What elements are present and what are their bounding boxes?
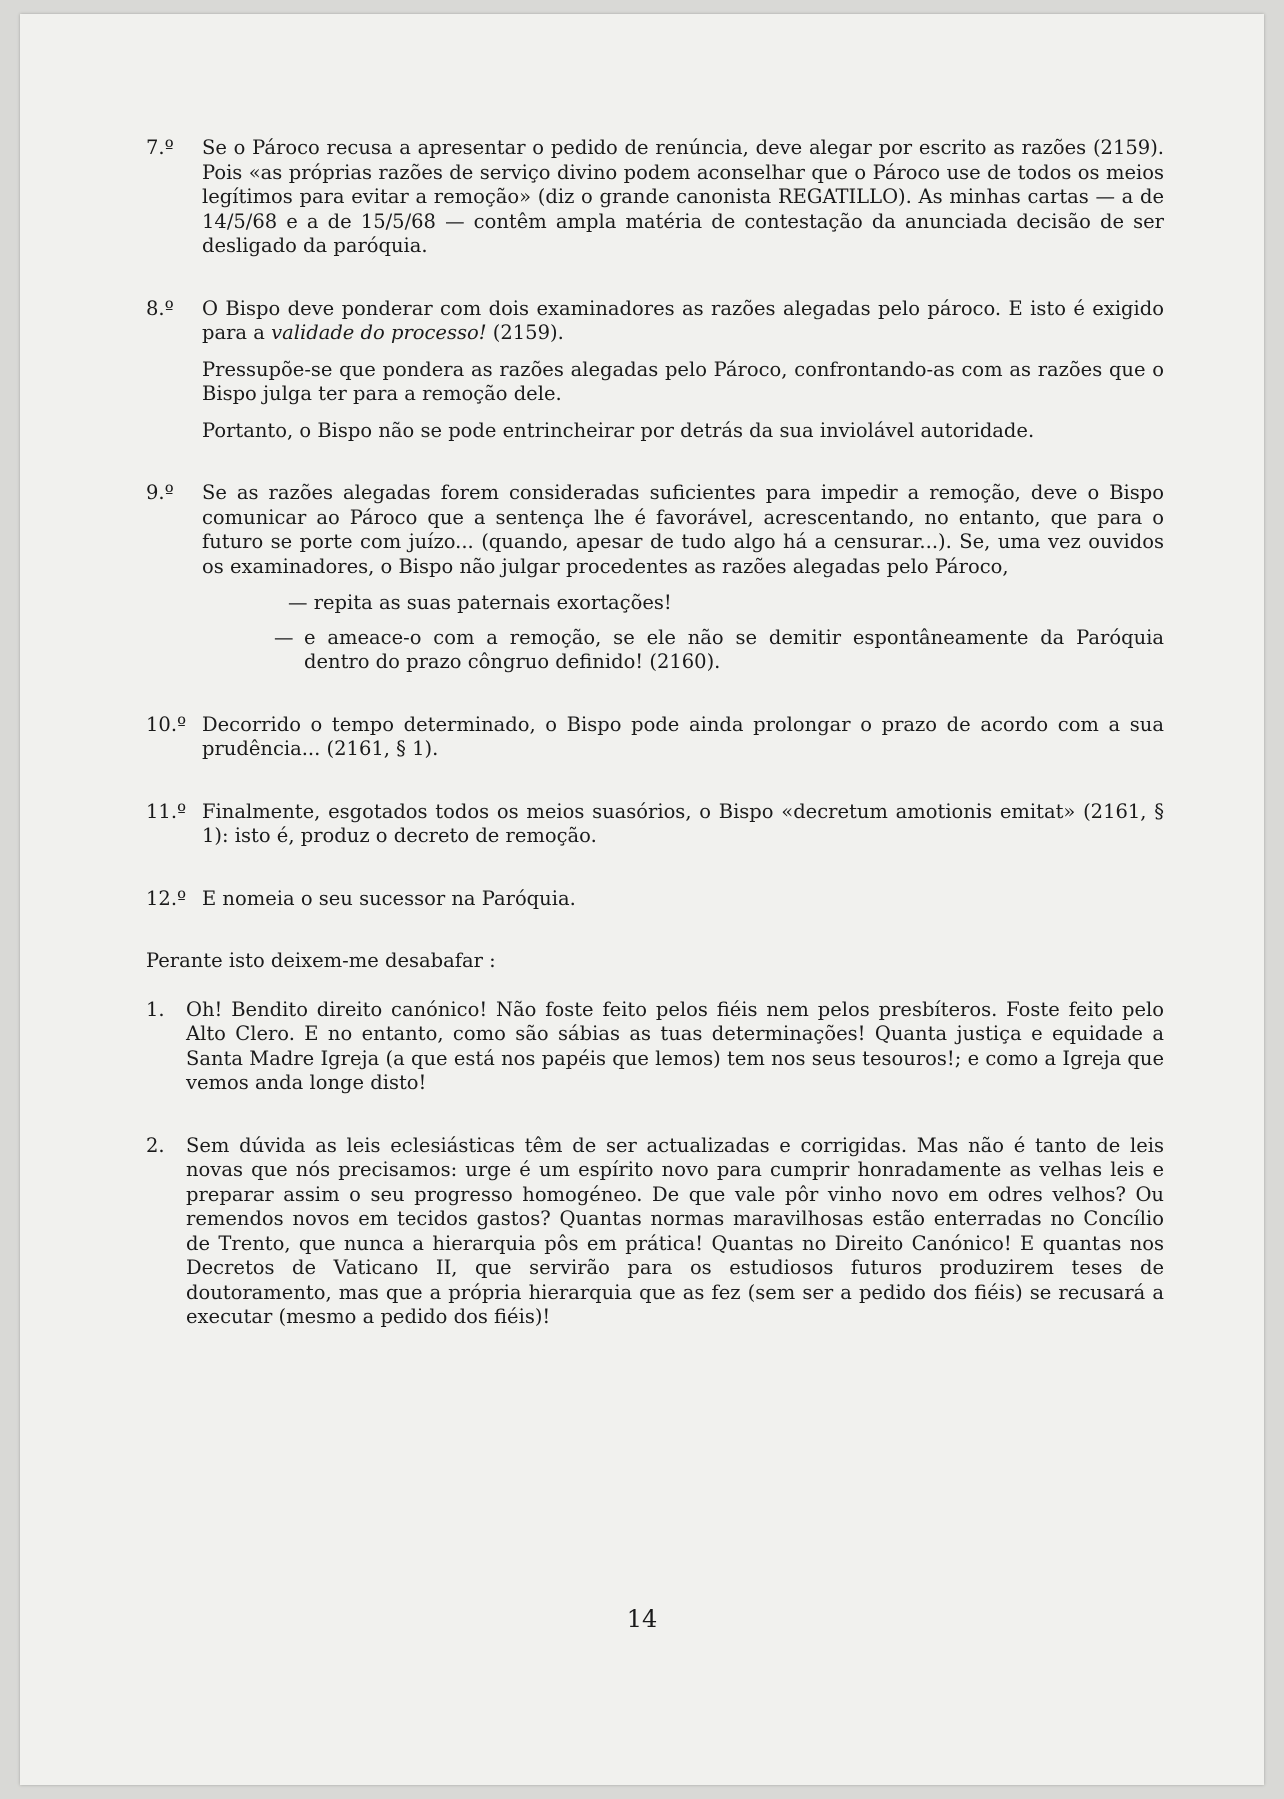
- emphasis: validade do processo!: [271, 321, 487, 344]
- item-7: [146, 136, 1164, 259]
- dash-text: e ameace-o com a remoção, se ele não se demitir espontâneamente da Paróquia dentro do prazo côngruo definido! (2160).: [304, 625, 1164, 673]
- item-text: E nomeia o seu sucessor na Paróquia.: [202, 886, 576, 910]
- item-11: [146, 800, 1164, 849]
- item-number: 9.º: [146, 481, 174, 504]
- item-text: Se o Pároco recusa a apresentar o pedido de renúncia, deve alegar por escrito as razões (2159). Pois «as próprias razões de serviço divino podem aconselhar que o Pároco use de todos os meios legítimos para evitar a remoção» (diz o grande canonista REGATILLO). As minhas cartas — a de 14/5/68 e a de 15/5/68 — contêm ampla matéria de contestação da anunciada decisão de ser desligado da paróquia.: [202, 136, 1164, 257]
- item-number: 7.º: [146, 136, 174, 159]
- dash-mark: —: [274, 625, 294, 649]
- page-number: 14: [626, 1605, 658, 1633]
- dash-line: [146, 626, 1164, 675]
- item-8-paragraph: Pressupõe-se que pondera as razões alegadas pelo Pároco, confrontando-as com as razões que o Bispo julga ter para a remoção dele.: [202, 357, 1164, 405]
- item-text: O Bispo deve ponderar com dois examinadores as razões alegadas pelo pároco. E isto é exigido para a validade do processo! (2159).: [202, 296, 1164, 344]
- item-8: [146, 297, 1164, 346]
- item-text: Finalmente, esgotados todos os meios suasórios, o Bispo «decretum amotionis emitat» (2161, § 1): isto é, produz o decreto de remoção.: [202, 799, 1164, 847]
- item-number: 8.º: [146, 296, 174, 320]
- point-text: Oh! Bendito direito canónico! Não foste feito pelos fiéis nem pelos presbíteros. Foste feito pelo Alto Clero. E no entanto, como são sábias as tuas determinações! Quanta justiça e equidade a Santa Madre Igreja (a que está nos papéis que lemos) tem nos seus tesouros!; e como a Igreja que vemos anda longe disto!: [186, 997, 1164, 1094]
- item-12: [146, 887, 1164, 912]
- item-text: Se as razões alegadas forem consideradas suficientes para impedir a remoção, deve o Bispo comunicar ao Pároco que a sentença lhe é favorável, acrescentando, no entanto, que para o futuro se porte com juízo... (quando, apesar de tudo algo há a censurar...). Se, uma vez ouvidos os examinadores, o Bispo não julgar procedentes as razões alegadas pelo Pároco,: [202, 481, 1164, 578]
- point-2: [146, 1134, 1164, 1330]
- item-10: [146, 713, 1164, 762]
- item-number: 11.º: [146, 799, 187, 823]
- item-number: 12.º: [146, 886, 187, 910]
- point-text: Sem dúvida as leis eclesiásticas têm de ser actualizadas e corrigidas. Mas não é tanto de leis novas que nós precisamos: urge é um espírito novo para cumprir honradamente as velhas leis e preparar assim o seu progresso homogéneo. De que vale pôr vinho novo em odres velhos? Ou remendos novos em tecidos gastos? Quantas normas maravilhosas estão enterradas no Concílio de Trento, que nunca a hierarquia pôs em prática! Quantas no Direito Canónico! E quantas nos Decretos de Vaticano II, que servirão para os estudiosos futuros produzirem teses de doutoramento, mas que a própria hierarquia que as fez (sem ser a pedido dos fiéis) se recusará a executar (mesmo a pedido dos fiéis)!: [186, 1133, 1164, 1328]
- point-1: [146, 998, 1164, 1096]
- point-number: 2.: [146, 1133, 165, 1157]
- item-8-paragraph: Portanto, o Bispo não se pode entrincheirar por detrás da sua inviolável autoridade.: [202, 418, 1035, 442]
- point-number: 1.: [146, 997, 165, 1021]
- item-number: 10.º: [146, 712, 187, 736]
- intro-line: Perante isto deixem-me desabafar :: [146, 949, 496, 972]
- item-text: Decorrido o tempo determinado, o Bispo pode ainda prolongar o prazo de acordo com a sua prudência... (2161, § 1).: [202, 712, 1164, 760]
- item-9: [146, 481, 1164, 579]
- dash-line: — repita as suas paternais exortações!: [288, 591, 672, 614]
- document-body: [146, 136, 1164, 1330]
